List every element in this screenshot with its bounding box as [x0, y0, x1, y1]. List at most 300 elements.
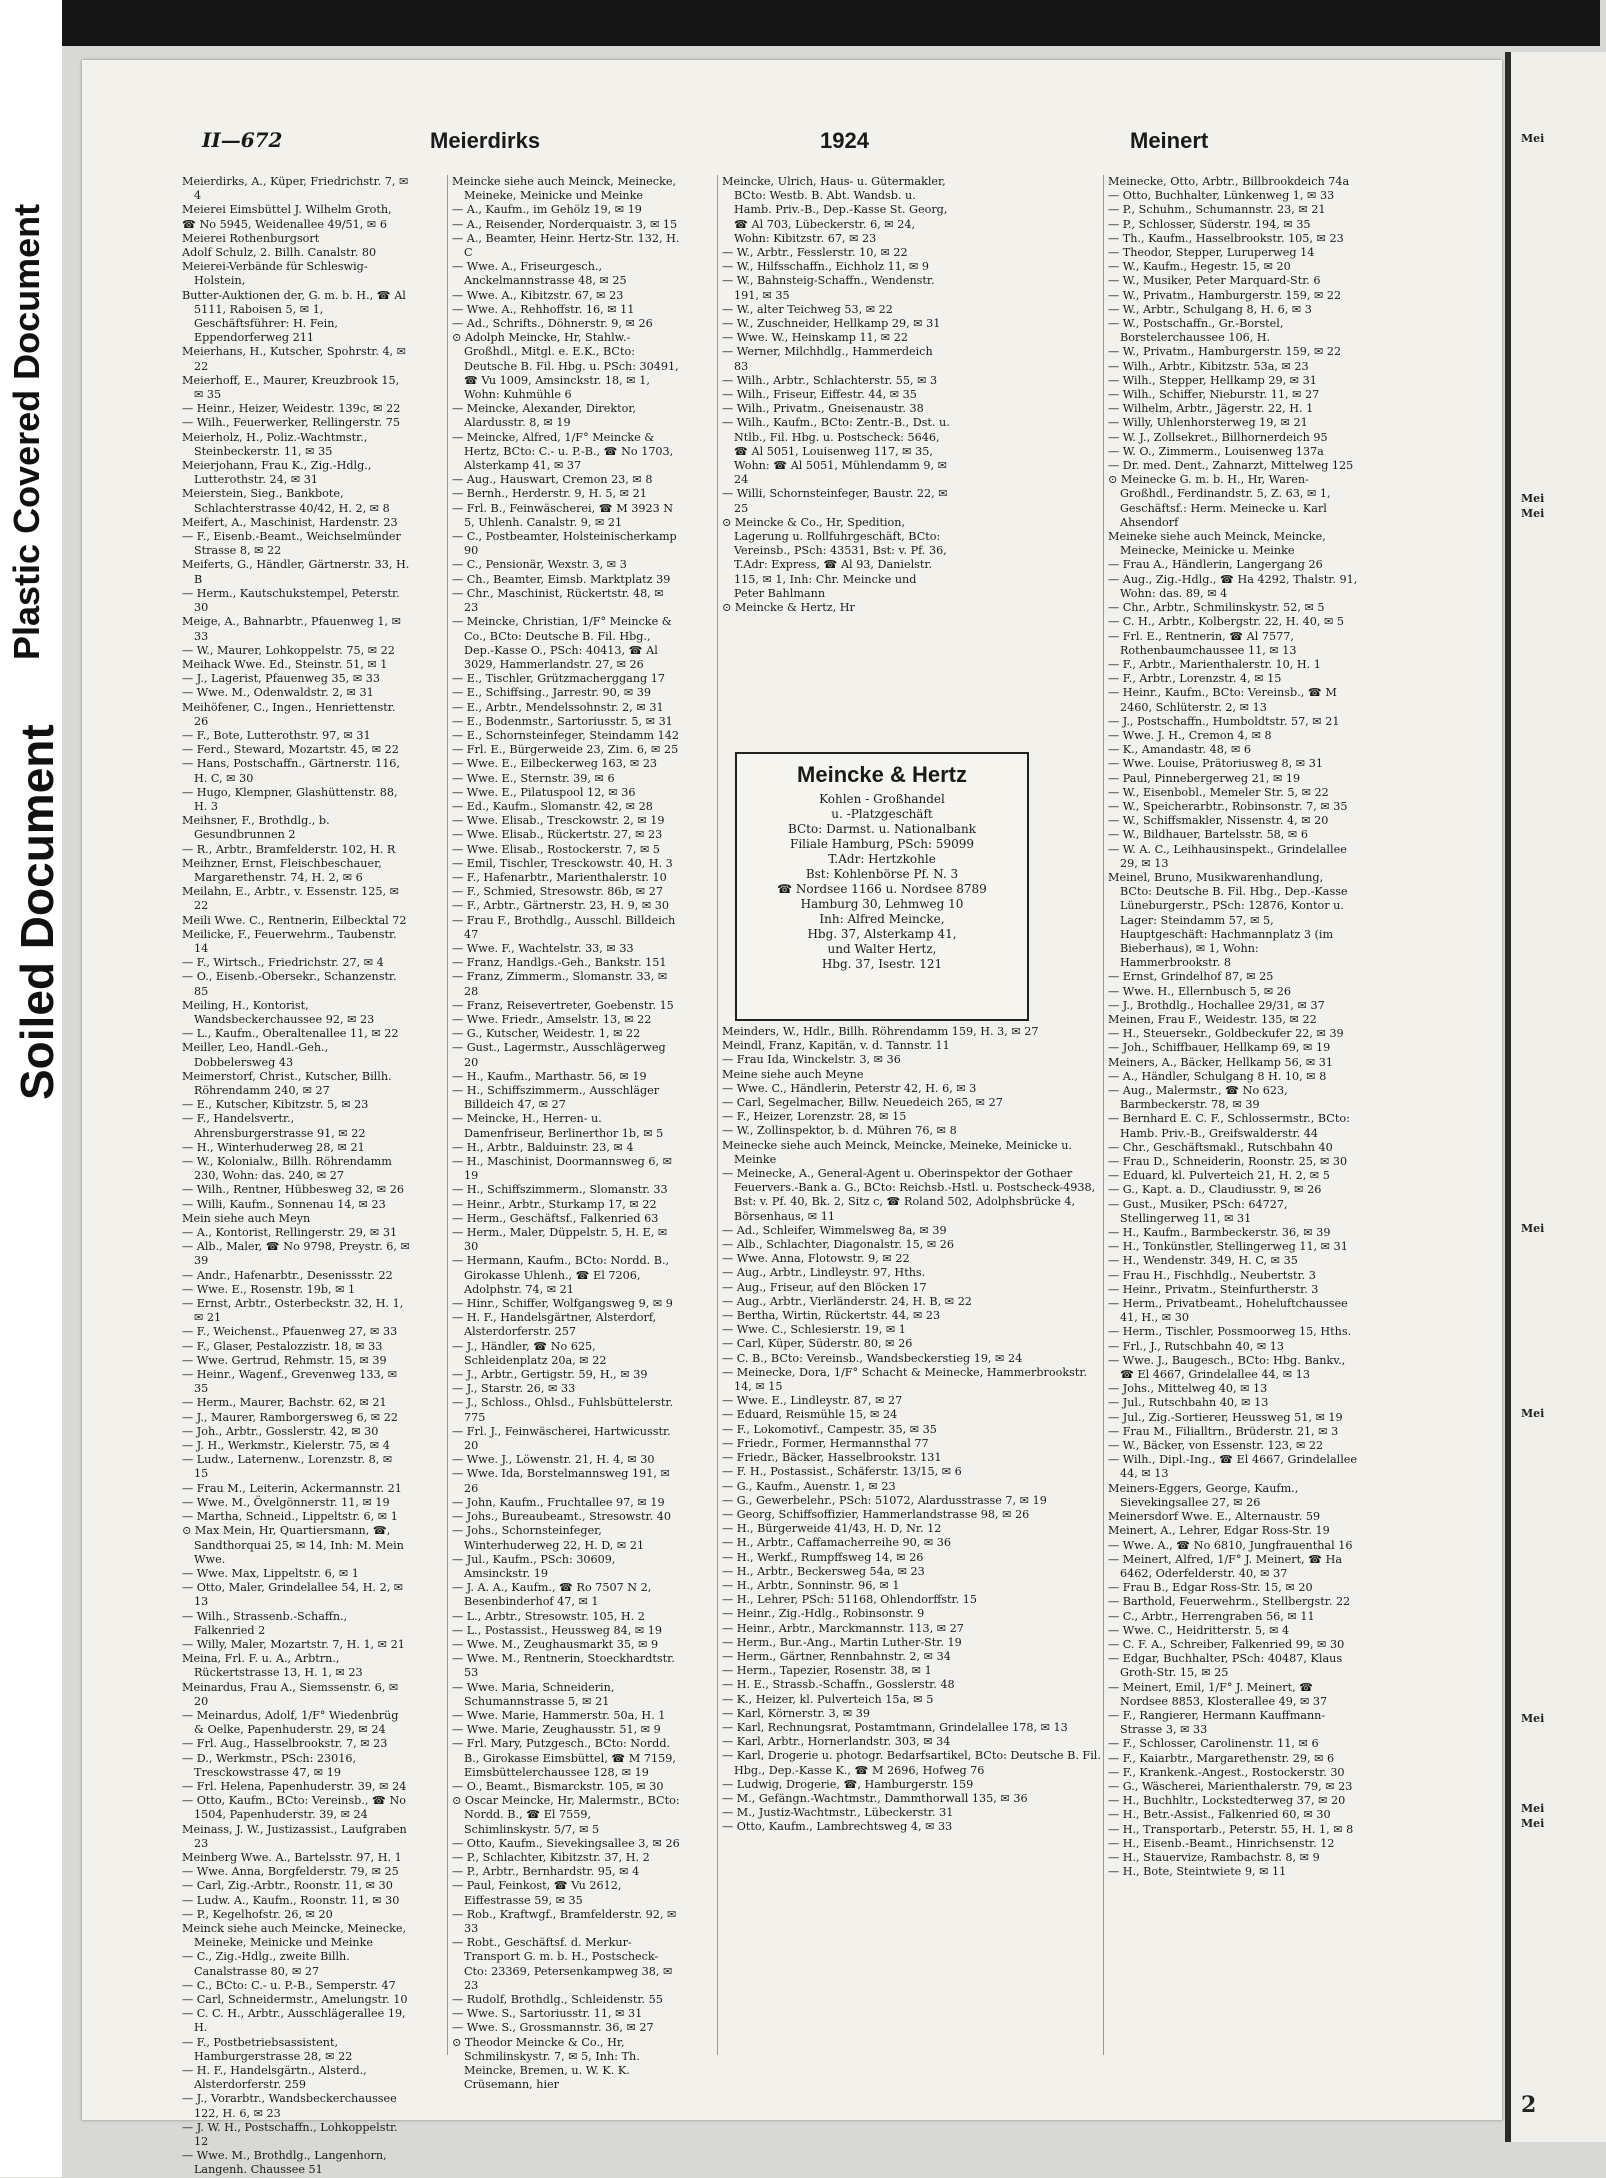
directory-entry: — Wwe. S., Sartoriusstr. 11, ✉ 31 [452, 2007, 643, 2021]
directory-entry: — W., Eisenbobl., Memeler Str. 5, ✉ 22 [1108, 785, 1329, 799]
directory-entry: Meinel, Bruno, Musikwarenhandlung, BCto: Deutsche B. Fil. Hbg., Dep.-Kasse Lüneburgerstr., PSch: 12876, Kontor u. Lager: Steindamm 57, ✉ 5, Hauptgeschäft: Hachmannplatz 3 (im Bieberhaus), ✉ 1, Wohn: Hammerbrookstr. 8 [1108, 870, 1348, 970]
directory-entry: — Frau M., Leiterin, Ackermannstr. 21 [182, 1481, 402, 1495]
directory-entry: — K., Heizer, kl. Pulverteich 15a, ✉ 5 [722, 1692, 934, 1706]
advertisement-line: BCto: Darmst. u. Nationalbank [787, 822, 977, 836]
directory-entry: Meierei-Verbände für Schleswig-Holstein, [182, 260, 368, 288]
scan-border-top [62, 0, 1600, 46]
directory-entry: — K., Amandastr. 48, ✉ 6 [1108, 743, 1252, 757]
directory-entry: Meili Wwe. C., Rentnerin, Eilbecktal 72 [182, 913, 407, 927]
directory-entry: — Wwe. J. H., Cremon 4, ✉ 8 [1108, 728, 1272, 742]
directory-entry: Meilahn, E., Arbtr., v. Essenstr. 125, ✉ 22 [182, 885, 400, 913]
directory-entry: — F., Arbtr., Marienthalerstr. 10, H. 1 [1108, 657, 1321, 671]
directory-entry: — H., Werkf., Rumpffsweg 14, ✉ 26 [722, 1550, 924, 1564]
directory-entry: — C., BCto: C.- u. P.-B., Semperstr. 47 [182, 1978, 396, 1992]
directory-entry: — Wwe. E., Lindleystr. 87, ✉ 27 [722, 1394, 903, 1408]
directory-entry: Meifert, A., Maschinist, Hardenstr. 23 [182, 515, 398, 529]
directory-entry: — Karl, Körnerstr. 3, ✉ 39 [722, 1706, 870, 1720]
directory-entry: — Frl. Helena, Papenhuderstr. 39, ✉ 24 [182, 1779, 407, 1793]
advertisement-line: Kohlen - Großhandel [819, 792, 945, 806]
directory-entry: — F., Schlosser, Carolinenstr. 11, ✉ 6 [1108, 1737, 1319, 1751]
directory-entry: Meine siehe auch Meyne [722, 1067, 864, 1081]
directory-entry: — W., Arbtr., Fesslerstr. 10, ✉ 22 [722, 246, 908, 260]
directory-entry: ⊙ Oscar Meincke, Hr, Malermstr., BCto: Nordd. B., ☎ El 7559, Schimlinskystr. 5/7, ✉ 5 [452, 1794, 680, 1836]
directory-entry: Meihöfener, C., Ingen., Henriettenstr. 26 [182, 700, 396, 728]
directory-entry: — Jul., Zig.-Sortierer, Heussweg 51, ✉ 19 [1108, 1410, 1343, 1424]
directory-entry: — Paul, Pinnebergerweg 21, ✉ 19 [1108, 771, 1301, 785]
directory-entry: — M., Justiz-Wachtmstr., Lübeckerstr. 31 [722, 1806, 954, 1820]
directory-entry: Mein siehe auch Meyn [182, 1211, 311, 1225]
directory-entry: — Frau H., Fischhdlg., Neubertstr. 3 [1108, 1268, 1316, 1282]
directory-entry: — Frau D., Schneiderin, Roonstr. 25, ✉ 30 [1108, 1155, 1348, 1169]
next-page-fragment: Mei [1521, 1712, 1545, 1725]
directory-entry: — L., Kaufm., Oberaltenallee 11, ✉ 22 [182, 1027, 399, 1041]
label-soiled: Soiled Document [11, 724, 63, 1100]
directory-entry: — P., Schlachter, Kibitzstr. 37, H. 2 [452, 1850, 650, 1864]
directory-entry: — H., Bote, Steintwiete 9, ✉ 11 [1108, 1865, 1287, 1879]
directory-entry: — W., Hilfsschaffn., Eichholz 11, ✉ 9 [722, 260, 930, 274]
directory-entry: — Ludw., Laternenw., Lorenzstr. 8, ✉ 15 [182, 1453, 393, 1481]
directory-entry: — F., Rangierer, Hermann Kauffmann-Strasse 3, ✉ 33 [1108, 1708, 1326, 1737]
directory-entry: — Ad., Schleifer, Wimmelsweg 8a, ✉ 39 [722, 1223, 947, 1237]
directory-entry: — Herm., Geschäftsf., Falkenried 63 [452, 1211, 659, 1225]
directory-entry: — Otto, Buchhalter, Lünkenweg 1, ✉ 33 [1108, 189, 1335, 203]
directory-entry: — Wilh., Friseur, Eiffestr. 44, ✉ 35 [722, 388, 917, 402]
directory-entry: — Wilh., Schiffer, Nieburstr. 11, ✉ 27 [1108, 388, 1320, 402]
advertisement-title: Meincke & Hertz [797, 762, 967, 787]
directory-entry: — Ad., Schrifts., Döhnerstr. 9, ✉ 26 [452, 317, 653, 331]
directory-entry: — Eduard, Reismühle 15, ✉ 24 [722, 1408, 898, 1422]
directory-entry: — Heinr., Arbtr., Sturkamp 17, ✉ 22 [452, 1197, 657, 1211]
directory-entry: — Wwe. A., Rehhoffstr. 16, ✉ 11 [452, 302, 635, 316]
directory-entry: — Frau B., Edgar Ross-Str. 15, ✉ 20 [1108, 1581, 1313, 1595]
directory-entry: — Edgar, Buchhalter, PSch: 40487, Klaus Groth-Str. 15, ✉ 25 [1108, 1652, 1343, 1680]
directory-entry: — Chr., Maschinist, Rückertstr. 48, ✉ 23 [452, 586, 664, 615]
directory-entry: — Wilh., Stepper, Hellkamp 29, ✉ 31 [1108, 373, 1317, 387]
directory-entry: — Meinert, Alfred, 1/F° J. Meinert, ☎ Ha 6462, Oderfelderstr. 40, ✉ 37 [1108, 1552, 1343, 1580]
directory-entry: — H., Bürgerweide 41/43, H. D, Nr. 12 [722, 1522, 942, 1536]
directory-entry: — Heinr., Kaufm., BCto: Vereinsb., ☎ M 2460, Schlüterstr. 2, ✉ 13 [1108, 686, 1337, 714]
directory-entry: — F., Weichenst., Pfauenweg 27, ✉ 33 [182, 1325, 398, 1339]
directory-entry: — Franz, Handlgs.-Geh., Bankstr. 151 [452, 956, 667, 970]
directory-entry: — H. F., Handelsgärtner, Alsterdorf, Alsterdorferstr. 257 [452, 1311, 657, 1339]
directory-entry: — Theodor, Stepper, Luruperweg 14 [1108, 246, 1315, 260]
directory-entry: — C., Postbeamter, Holsteinischerkamp 90 [452, 530, 677, 558]
directory-entry: — Wwe. Anna, Flotowstr. 9, ✉ 22 [722, 1252, 910, 1266]
directory-entry: — Hermann, Kaufm., BCto: Nordd. B., Girokasse Uhlenh., ☎ El 7206, Adolphstr. 74, ✉ 21 [452, 1254, 670, 1296]
directory-entry: — P., Arbtr., Bernhardstr. 95, ✉ 4 [452, 1865, 640, 1879]
directory-entry: — Wilh., Dipl.-Ing., ☎ El 4667, Grindelallee 44, ✉ 13 [1108, 1453, 1358, 1481]
directory-entry: — J., Starstr. 26, ✉ 33 [452, 1382, 576, 1396]
directory-entry: Meiling, H., Kontorist, Wandsbeckerchaussee 92, ✉ 23 [182, 998, 375, 1026]
directory-entry: Meinardus, Frau A., Siemssenstr. 6, ✉ 20 [182, 1680, 399, 1708]
directory-entry: — Herm., Kautschukstempel, Peterstr. 30 [182, 586, 400, 615]
next-page-strip [1505, 52, 1606, 2142]
directory-entry: ⊙ Theodor Meincke & Co., Hr, Schmilinskystr. 7, ✉ 5, Inh: Th. Meincke, Bremen, u. W. K. K. Crüsemann, hier [452, 2035, 640, 2092]
directory-entry: Meiners, A., Bäcker, Hellkamp 56, ✉ 31 [1108, 1055, 1334, 1069]
directory-entry: — Carl, Zig.-Arbtr., Roonstr. 11, ✉ 30 [182, 1879, 393, 1893]
directory-entry: — C. B., BCto: Vereinsb., Wandsbeckerstieg 19, ✉ 24 [722, 1351, 1023, 1365]
directory-entry: — C. F. A., Schreiber, Falkenried 99, ✉ 30 [1108, 1637, 1345, 1651]
directory-entry: — A., Kaufm., im Gehölz 19, ✉ 19 [452, 203, 642, 217]
directory-entry: — Herm., Bur.-Ang., Martin Luther-Str. 19 [722, 1635, 962, 1649]
directory-entry: — W., Schiffsmakler, Nissenstr. 4, ✉ 20 [1108, 814, 1329, 828]
directory-entry: — Bertha, Wirtin, Rückertstr. 44, ✉ 23 [722, 1309, 941, 1323]
directory-entry: — Johs., Schornsteinfeger, Winterhuderweg 22, H. D, ✉ 21 [452, 1524, 645, 1552]
directory-entry: — H., Maschinist, Doormannsweg 6, ✉ 19 [452, 1155, 672, 1183]
directory-entry: — J. H., Werkmstr., Kielerstr. 75, ✉ 4 [182, 1439, 390, 1453]
directory-entry: — G., Wäscherei, Marienthalerstr. 79, ✉ 23 [1108, 1779, 1353, 1793]
directory-entry: — Ch., Beamter, Eimsb. Marktplatz 39 [452, 572, 671, 586]
directory-entry: — H., Kaufm., Marthastr. 56, ✉ 19 [452, 1069, 647, 1083]
directory-entry: — Wwe. E., Pilatuspool 12, ✉ 36 [452, 785, 636, 799]
directory-entry: Meina, Frl. F. u. A., Arbtrn., Rückertstrasse 13, H. 1, ✉ 23 [182, 1652, 363, 1680]
directory-entry: — W. O., Zimmerm., Louisenweg 137a [1108, 444, 1324, 458]
directory-entry: — Robt., Geschäftsf. d. Merkur-Transport G. m. b. H., Postscheck-Cto: 23369, Petersenkampweg 38, ✉ 23 [452, 1936, 673, 1992]
next-page-fragment: Mei [1521, 1802, 1545, 1815]
next-page-fragment: Mei [1521, 1817, 1545, 1830]
directory-entry: Meinass, J. W., Justizassist., Laufgraben 23 [182, 1822, 407, 1850]
directory-entry: — Th., Kaufm., Hasselbrookstr. 105, ✉ 23 [1108, 231, 1344, 245]
directory-entry: — J., Schloss., Ohlsd., Fuhlsbüttelerstr. 775 [452, 1396, 674, 1424]
directory-entry: Meincke siehe auch Meinck, Meinecke, Meineke, Meinicke und Meinke [452, 175, 677, 203]
directory-entry: — Wwe. Ida, Borstelmannsweg 191, ✉ 26 [452, 1467, 670, 1495]
directory-entry: — Wwe. E., Eilbeckerweg 163, ✉ 23 [452, 757, 658, 771]
directory-entry: — Otto, Kaufm., Lambrechtsweg 4, ✉ 33 [722, 1820, 953, 1834]
column-rule [447, 175, 448, 2055]
directory-entry: — C., Zig.-Hdlg., zweite Billh. Canalstrasse 80, ✉ 27 [182, 1950, 350, 1978]
column-4 [1108, 175, 1358, 2075]
directory-entry: Meierstein, Sieg., Bankbote, Schlachterstrasse 40/42, H. 2, ✉ 8 [182, 487, 390, 515]
directory-entry: — H., Arbtr., Balduinstr. 23, ✉ 4 [452, 1140, 634, 1154]
directory-entry: — Meincke, Christian, 1/F° Meincke & Co., BCto: Deutsche B. Fil. Hbg., Dep.-Kasse O., PSch: 40413, ☎ Al 3029, Hammerlandstr. 27, ✉ 26 [452, 615, 672, 671]
directory-entry: — G., Kutscher, Weidestr. 1, ✉ 22 [452, 1027, 641, 1041]
directory-entry: — Wilh., Strassenb.-Schaffn., Falkenried 2 [182, 1609, 348, 1637]
directory-entry: Meihack Wwe. Ed., Steinstr. 51, ✉ 1 [182, 657, 388, 671]
directory-entry: — O., Eisenb.-Obersekr., Schanzenstr. 85 [182, 970, 397, 998]
directory-entry: — F., Arbtr., Lorenzstr. 4, ✉ 15 [1108, 672, 1282, 686]
directory-entry: — F., Krankenk.-Angest., Rostockerstr. 30 [1108, 1765, 1345, 1779]
directory-entry: — Wwe. H., Ellernbusch 5, ✉ 26 [1108, 984, 1292, 998]
page-number: II—672 [202, 128, 283, 152]
directory-entry: — W., alter Teichweg 53, ✉ 22 [722, 302, 893, 316]
directory-entry: — Heinr., Arbtr., Marckmannstr. 113, ✉ 27 [722, 1621, 964, 1635]
directory-entry: — E., Schornsteinfeger, Steindamm 142 [452, 728, 679, 742]
directory-entry: — Meincke, Alexander, Direktor, Alardusstr. 8, ✉ 19 [452, 402, 637, 430]
advertisement-line: ☎ Nordsee 1166 u. Nordsee 8789 [777, 882, 987, 896]
directory-entry: — Joh., Arbtr., Gosslerstr. 42, ✉ 30 [182, 1424, 379, 1438]
column-rule [717, 175, 718, 2055]
column-3-continued [722, 1025, 1108, 2085]
directory-entry: Meinersdorf Wwe. E., Alternaustr. 59 [1108, 1510, 1321, 1524]
directory-entry: — Meinardus, Adolf, 1/F° Wiedenbrüg & Oelke, Papenhuderstr. 29, ✉ 24 [182, 1708, 399, 1737]
header-year: 1924 [820, 128, 869, 153]
directory-entry: — E., Arbtr., Mendelssohnstr. 2, ✉ 31 [452, 700, 664, 714]
directory-entry: — Ferd., Steward, Mozartstr. 45, ✉ 22 [182, 743, 399, 757]
directory-entry: — Wwe. A., ☎ No 6810, Jungfrauenthal 16 [1108, 1538, 1353, 1552]
directory-entry: — E., Kutscher, Kibitzstr. 5, ✉ 23 [182, 1098, 369, 1112]
directory-entry: — G., Gewerbelehr., PSch: 51072, Alardusstrasse 7, ✉ 19 [722, 1493, 1047, 1507]
directory-entry: — P., Schlosser, Süderstr. 194, ✉ 35 [1108, 217, 1311, 231]
directory-entry: — Aug., Friseur, auf den Blöcken 17 [722, 1280, 927, 1294]
directory-entry: — F., Handelsvertr., Ahrensburgerstrasse 91, ✉ 22 [182, 1112, 366, 1140]
directory-entry: — Frl. E., Bürgerweide 23, Zim. 6, ✉ 25 [452, 743, 679, 757]
directory-entry: Meierei Eimsbüttel J. Wilhelm Groth, [182, 203, 392, 217]
directory-entry: — Bernhard E. C. F., Schlossermstr., BCto: Hamb. Priv.-B., Greifswalderstr. 44 [1108, 1112, 1350, 1140]
directory-entry: — J., Maurer, Ramborgersweg 6, ✉ 22 [182, 1410, 398, 1424]
directory-entry: ⊙ Meincke & Hertz, Hr [722, 601, 855, 615]
directory-entry: Meiners-Eggers, George, Kaufm., Sievekingsallee 27, ✉ 26 [1108, 1481, 1299, 1509]
directory-entry: — H., Transportarb., Peterstr. 55, H. 1, ✉ 8 [1108, 1822, 1354, 1836]
directory-entry: — Otto, Kaufm., Sievekingsallee 3, ✉ 26 [452, 1836, 680, 1850]
directory-entry: — Paul, Feinkost, ☎ Vu 2612, Eiffestrasse 59, ✉ 35 [452, 1879, 622, 1907]
directory-entry: ⊙ Meincke & Co., Hr, Spedition, Lagerung u. Rollfuhrgeschäft, BCto: Vereinsb., PSch: 43531, Bst: v. Pf. 36, T.Adr: Express, ☎ Al 93, Danielstr. 115, ✉ 1, Inh: Chr. Meincke und Peter Bahlmann [722, 515, 947, 600]
label-plastic-covered: Plastic Covered Document [6, 203, 47, 660]
directory-entry: — Frau A., Händlerin, Langergang 26 [1108, 558, 1323, 572]
directory-entry: — L., Arbtr., Stresowstr. 105, H. 2 [452, 1609, 645, 1623]
advertisement-line: Bst: Kohlenbörse Pf. N. 3 [805, 867, 959, 881]
directory-entry: — W., Kaufm., Hegestr. 15, ✉ 20 [1108, 260, 1291, 274]
directory-entry: — Chr., Arbtr., Schmilinskystr. 52, ✉ 5 [1108, 601, 1325, 615]
directory-entry: — F., Wirtsch., Friedrichstr. 27, ✉ 4 [182, 956, 384, 970]
directory-entry: — Wwe. A., Kibitzstr. 67, ✉ 23 [452, 288, 624, 302]
directory-entry: — H., Wendenstr. 349, H. C, ✉ 35 [1108, 1254, 1298, 1268]
directory-entry: — F., Hafenarbtr., Marienthalerstr. 10 [452, 870, 667, 884]
directory-entry: — H., Arbtr., Beckersweg 54a, ✉ 23 [722, 1564, 925, 1578]
directory-entry: — E., Tischler, Grützmacherggang 17 [452, 672, 666, 686]
advertisement-line: und Walter Hertz, [827, 942, 937, 956]
column-1 [182, 175, 410, 2177]
directory-entry: — J. A. A., Kaufm., ☎ Ro 7507 N 2, Besenbinderhof 47, ✉ 1 [452, 1581, 652, 1609]
directory-entry: Meiferts, G., Händler, Gärtnerstr. 33, H. B [182, 558, 410, 586]
directory-entry: — Wwe. Maria, Schneiderin, Schumannstrasse 5, ✉ 21 [452, 1680, 615, 1708]
directory-entry: — Franz, Zimmerm., Slomanstr. 33, ✉ 28 [452, 970, 668, 998]
directory-entry: — Johs., Bureaubeamt., Stresowstr. 40 [452, 1510, 671, 1524]
directory-entry: — A., Beamter, Heinr. Hertz-Str. 132, H. C [452, 231, 680, 260]
directory-entry: — Bernh., Herderstr. 9, H. 5, ✉ 21 [452, 487, 647, 501]
directory-entry: — F., Glaser, Pestalozzistr. 18, ✉ 33 [182, 1339, 383, 1353]
directory-entry: — Wwe. Anna, Borgfelderstr. 79, ✉ 25 [182, 1865, 399, 1879]
directory-entry: — Karl, Rechnungsrat, Postamtmann, Grindelallee 178, ✉ 13 [722, 1720, 1068, 1734]
directory-entry: — H. E., Strassb.-Schaffn., Gosslerstr. 48 [722, 1678, 955, 1692]
header-first-entry: Meierdirks [430, 128, 541, 153]
directory-entry: — F., Postbetriebsassistent, Hamburgerstrasse 28, ✉ 22 [182, 2035, 353, 2063]
directory-entry: — Barthold, Feuerwehrm., Stellbergstr. 22 [1108, 1595, 1351, 1609]
directory-entry: — Willy, Maler, Mozartstr. 7, H. 1, ✉ 21 [182, 1637, 405, 1651]
directory-entry: — Eduard, kl. Pulverteich 21, H. 2, ✉ 5 [1108, 1169, 1330, 1183]
advertisement-line: Inh: Alfred Meincke, [819, 912, 945, 926]
directory-entry: ⊙ Meinecke G. m. b. H., Hr, Waren-Großhdl., Ferdinandstr. 5, Z. 63, ✉ 1, Geschäftsf.: Herm. Meinecke u. Karl Ahsendorf [1108, 473, 1331, 529]
directory-entry: — Frl. E., Rentnerin, ☎ Al 7577, Rothenbaumchaussee 11, ✉ 13 [1108, 629, 1297, 657]
directory-entry: Adolf Schulz, 2. Billh. Canalstr. 80 [182, 246, 377, 260]
directory-entry: Meierhoff, E., Maurer, Kreuzbrook 15, ✉ 35 [182, 373, 400, 402]
directory-entry: Meinecke siehe auch Meinck, Meincke, Meineke, Meinicke u. Meinke [722, 1138, 1072, 1166]
directory-entry: — Wwe. Marie, Hammerstr. 50a, H. 1 [452, 1708, 666, 1722]
directory-entry: — Ernst, Grindelhof 87, ✉ 25 [1108, 970, 1274, 984]
directory-entry: — Otto, Maler, Grindelallee 54, H. 2, ✉ 13 [182, 1581, 404, 1609]
directory-entry: — J., Postschaffn., Humboldtstr. 57, ✉ 21 [1108, 714, 1340, 728]
directory-entry: — Meincke, H., Herren- u. Damenfriseur, Berlinerthor 1b, ✉ 5 [452, 1112, 664, 1140]
directory-entry: — A., Kontorist, Rellingerstr. 29, ✉ 31 [182, 1226, 398, 1240]
directory-entry: — Franz, Reisevertreter, Goebenstr. 15 [452, 998, 674, 1012]
directory-entry: — Wwe. J., Löwenstr. 21, H. 4, ✉ 30 [452, 1453, 655, 1467]
directory-entry: — Martha, Schneid., Lippeltstr. 6, ✉ 1 [182, 1510, 398, 1524]
next-page-fragment: Mei [1521, 132, 1545, 145]
scan-label-sidebar [0, 0, 62, 2177]
directory-entry: — Frl. Mary, Putzgesch., BCto: Nordd. B., Girokasse Eimsbüttel, ☎ M 7159, Eimsbüttelerchaussee 128, ✉ 19 [452, 1737, 676, 1779]
directory-entry: — Friedr., Bäcker, Hasselbrookstr. 131 [722, 1451, 942, 1465]
directory-entry: Meinck siehe auch Meincke, Meinecke, Meineke, Meinicke und Meinke [182, 1921, 407, 1950]
directory-entry: — Herm., Tischler, Possmoorweg 15, Hths. [1108, 1325, 1352, 1339]
directory-entry: — Friedr., Former, Hermannsthal 77 [722, 1436, 929, 1450]
directory-entry: — Frl. J., Feinwäscherei, Hartwicusstr. 20 [452, 1424, 671, 1453]
directory-entry: — Aug., Arbtr., Lindleystr. 97, Hths. [722, 1266, 926, 1280]
directory-entry: — Alb., Schlachter, Diagonalstr. 15, ✉ 26 [722, 1238, 954, 1252]
directory-entry: — Herm., Privatbeamt., Hoheluftchaussee 41, H., ✉ 30 [1108, 1297, 1348, 1325]
directory-entry: — Wilh., Rentner, Hübbesweg 32, ✉ 26 [182, 1183, 404, 1197]
column-3 [722, 175, 950, 750]
directory-entry: — H. F., Handelsgärtn., Alsterd., Alsterdorferstr. 259 [182, 2064, 367, 2092]
directory-entry: — Wwe. M., Odenwaldstr. 2, ✉ 31 [182, 686, 374, 700]
directory-entry: — Heinr., Zig.-Hdlg., Robinsonstr. 9 [722, 1607, 925, 1621]
directory-entry: — Wwe. W., Heinskamp 11, ✉ 22 [722, 331, 908, 345]
directory-entry: — W. A. C., Leihhausinspekt., Grindelallee 29, ✉ 13 [1108, 842, 1347, 870]
directory-entry: — Wwe. M., Rentnerin, Stoeckhardtstr. 53 [452, 1652, 675, 1680]
next-page-fragment: Mei [1521, 1222, 1545, 1235]
directory-entry: — Wwe. S., Grossmannstr. 36, ✉ 27 [452, 2021, 654, 2035]
directory-entry: — Joh., Schiffbauer, Hellkamp 69, ✉ 19 [1108, 1041, 1331, 1055]
advertisement-body [737, 792, 1027, 972]
directory-entry: — H., Steuersekr., Goldbeckufer 22, ✉ 39 [1108, 1027, 1344, 1041]
directory-entry: — C. H., Arbtr., Kolbergstr. 22, H. 40, ✉ 5 [1108, 615, 1345, 629]
directory-entry: — W., Speicherarbtr., Robinsonstr. 7, ✉ 35 [1108, 799, 1348, 813]
directory-entry: — W., Maurer, Lohkoppelstr. 75, ✉ 22 [182, 643, 395, 657]
directory-entry: — C. C. H., Arbtr., Ausschlägerallee 19, H. [182, 2007, 406, 2035]
directory-entry: Meineke siehe auch Meinck, Meincke, Meinecke, Meinicke u. Meinke [1108, 530, 1326, 558]
directory-entry: — O., Beamt., Bismarckstr. 105, ✉ 30 [452, 1779, 664, 1793]
directory-entry: — Herm., Maurer, Bachstr. 62, ✉ 21 [182, 1396, 387, 1410]
directory-entry: — Georg, Schiffsoffizier, Hammerlandstrasse 98, ✉ 26 [722, 1507, 1030, 1521]
directory-entry: — E., Bodenmstr., Sartoriusstr. 5, ✉ 31 [452, 714, 673, 728]
directory-entry: — Frau M., Filialltrn., Brüderstr. 21, ✉ 3 [1108, 1424, 1339, 1438]
directory-entry: Meinders, W., Hdlr., Billh. Röhrendamm 159, H. 3, ✉ 27 [722, 1025, 1039, 1038]
directory-entry: Meinert, A., Lehrer, Edgar Ross-Str. 19 [1108, 1524, 1330, 1538]
directory-entry: — Karl, Arbtr., Hornerlandstr. 303, ✉ 34 [722, 1735, 951, 1749]
directory-entry: — H., Betr.-Assist., Falkenried 60, ✉ 30 [1108, 1808, 1331, 1822]
directory-entry: — Wwe. A., Friseurgesch., Anckelmannstrasse 48, ✉ 25 [452, 260, 627, 288]
directory-entry: — W., Bildhauer, Bartelsstr. 58, ✉ 6 [1108, 828, 1308, 842]
directory-entry: — Frau F., Brothdlg., Ausschl. Billdeich 47 [452, 913, 676, 941]
directory-entry: — Meinecke, A., General-Agent u. Oberinspektor der Gothaer Feuervers.-Bank a. G., BCto: Reichsb.-Hstl. u. Postscheck-4938, Bst: v. Pf. 40, Bk. 2, Sitz c, ☎ Roland 502, Adolphsbrücke 4, Börsenhaus, ✉ 11 [722, 1167, 1096, 1223]
directory-entry: Meierhans, H., Kutscher, Spohrstr. 4, ✉ 22 [182, 345, 407, 373]
directory-entry: — Wwe. Friedr., Amselstr. 13, ✉ 22 [452, 1012, 652, 1026]
directory-entry: — H., Kaufm., Barmbeckerstr. 36, ✉ 39 [1108, 1226, 1331, 1240]
directory-entry: — L., Postassist., Heussweg 84, ✉ 19 [452, 1623, 663, 1637]
directory-entry: — Ed., Kaufm., Slomanstr. 42, ✉ 28 [452, 799, 653, 813]
directory-entry: Meinberg Wwe. A., Bartelsstr. 97, H. 1 [182, 1850, 402, 1864]
directory-entry: Meiller, Leo, Handl.-Geh., Dobbelersweg 43 [182, 1041, 329, 1069]
directory-entry: — H., Winterhuderweg 28, ✉ 21 [182, 1140, 365, 1154]
directory-entry: Butter-Auktionen der, G. m. b. H., ☎ Al 5111, Raboisen 5, ✉ 1, Geschäftsführer: H. Fein, Eppendorferweg 211 [182, 288, 406, 345]
directory-entry: — Wwe. M., Brothdlg., Langenhorn, Langenh. Chaussee 51 [182, 2149, 387, 2177]
directory-entry: — G., Kapt. a. D., Claudiusstr. 9, ✉ 26 [1108, 1183, 1322, 1197]
directory-entry: — Hinr., Schiffer, Wolfgangsweg 9, ✉ 9 [452, 1297, 673, 1311]
next-page-fragment: 2 [1521, 2092, 1537, 2118]
directory-entry: — Karl, Drogerie u. photogr. Bedarfsartikel, BCto: Deutsche B. Fil. Hbg., Dep.-Kasse K., ☎ M 2696, Hofweg 76 [722, 1749, 1101, 1777]
directory-entry: — H., Arbtr., Caffamacherreihe 90, ✉ 36 [722, 1536, 952, 1550]
directory-entry: — Otto, Kaufm., BCto: Vereinsb., ☎ No 1504, Papenhuderstr. 39, ✉ 24 [182, 1794, 406, 1822]
directory-entry: — W. J., Zollsekret., Billhornerdeich 95 [1108, 430, 1328, 444]
directory-entry: — Heinr., Heizer, Weidestr. 139c, ✉ 22 [182, 402, 401, 416]
directory-entry: — Meinecke, Dora, 1/F° Schacht & Meinecke, Hammerbrookstr. 14, ✉ 15 [722, 1365, 1088, 1394]
directory-entry: — Hans, Postschaffn., Gärtnerstr. 116, H. C, ✉ 30 [182, 757, 400, 785]
page-header [120, 128, 1460, 158]
next-page-fragment: Mei [1521, 492, 1545, 505]
directory-entry: — R., Arbtr., Bramfelderstr. 102, H. R [182, 842, 396, 856]
directory-entry: — Wwe. C., Händlerin, Peterstr 42, H. 6, ✉ 3 [722, 1081, 977, 1095]
advertisement-box [735, 752, 1029, 1021]
directory-entry: — W., Kolonialw., Billh. Röhrendamm 230, Wohn: das. 240, ✉ 27 [182, 1155, 392, 1183]
directory-entry: — Wwe. Elisab., Tresckowstr. 2, ✉ 19 [452, 814, 665, 828]
directory-entry: — M., Gefängn.-Wachtmstr., Dammthorwall 135, ✉ 36 [722, 1791, 1028, 1805]
directory-entry: — H., Buchhltr., Lockstedterweg 37, ✉ 20 [1108, 1794, 1346, 1808]
directory-entry: — Rudolf, Brothdlg., Schleidenstr. 55 [452, 1993, 663, 2006]
advertisement-line: Hamburg 30, Lehmweg 10 [800, 897, 964, 911]
next-page-fragment: Mei [1521, 1407, 1545, 1420]
directory-entry: — Willy, Uhlenhorsterweg 19, ✉ 21 [1108, 416, 1308, 430]
directory-entry: — Wwe. Elisab., Rostockerstr. 7, ✉ 5 [452, 842, 661, 856]
directory-entry: — F., Heizer, Lorenzstr. 28, ✉ 15 [722, 1110, 907, 1124]
directory-entry: — F., Schmied, Stresowstr. 86b, ✉ 27 [452, 885, 663, 899]
directory-entry: — H., Schiffszimmerm., Ausschläger Billdeich 47, ✉ 27 [452, 1084, 660, 1112]
advertisement-line: Hbg. 37, Isestr. 121 [821, 957, 943, 971]
directory-entry: — Aug., Hauswart, Cremon 23, ✉ 8 [452, 473, 653, 487]
directory-entry: — Wwe. Louise, Prätoriusweg 8, ✉ 31 [1108, 757, 1323, 771]
directory-entry: — Wwe. Max, Lippeltstr. 6, ✉ 1 [182, 1566, 359, 1580]
directory-entry: — Meincke, Alfred, 1/F° Meincke & Hertz, BCto: C.- u. P.-B., ☎ No 1703, Alsterkamp 41, ✉ 37 [452, 430, 674, 473]
directory-entry: — Emil, Tischler, Tresckowstr. 40, H. 3 [452, 856, 673, 870]
directory-entry: — Frl., J., Rutschbahn 40, ✉ 13 [1108, 1339, 1285, 1353]
directory-entry: — W., Privatm., Hamburgerstr. 159, ✉ 22 [1108, 345, 1342, 359]
directory-entry: — H., Tonkünstler, Stellingerweg 11, ✉ 31 [1108, 1240, 1348, 1254]
advertisement-line: u. -Platzgeschäft [831, 807, 933, 821]
directory-entry: — Aug., Arbtr., Vierländerstr. 24, H. B, ✉ 22 [722, 1294, 972, 1308]
directory-entry: — J., Vorarbtr., Wandsbeckerchaussee 122, H. 6, ✉ 23 [182, 2092, 397, 2120]
directory-entry: Meierdirks, A., Küper, Friedrichstr. 7, ✉ 4 [182, 175, 409, 203]
directory-entry: ☎ No 5945, Weidenallee 49/51, ✉ 6 [182, 217, 387, 231]
directory-entry: — W., Bäcker, von Essenstr. 123, ✉ 22 [1108, 1439, 1324, 1453]
directory-entry: — Jul., Rutschbahn 40, ✉ 13 [1108, 1396, 1269, 1410]
directory-entry: — Ernst, Arbtr., Osterbeckstr. 32, H. 1, ✉ 21 [182, 1297, 404, 1325]
directory-entry: — Wwe. E., Sternstr. 39, ✉ 6 [452, 771, 615, 785]
directory-entry: — Carl, Segelmacher, Billw. Neuedeich 265, ✉ 27 [722, 1096, 1003, 1110]
next-page-fragment: Mei [1521, 507, 1545, 520]
directory-entry: — Johs., Mittelweg 40, ✉ 13 [1108, 1382, 1268, 1396]
directory-entry: — Werner, Milchhdlg., Hammerdeich 83 [722, 345, 933, 373]
directory-entry: — D., Werkmstr., PSch: 23016, Tresckowstrasse 47, ✉ 19 [182, 1751, 357, 1779]
directory-entry: Meilicke, F., Feuerwehrm., Taubenstr. 14 [182, 927, 397, 955]
directory-entry: Meimerstorf, Christ., Kutscher, Billh. Röhrendamm 240, ✉ 27 [182, 1069, 392, 1097]
directory-entry: — F., Kaiarbtr., Margarethenstr. 29, ✉ 6 [1108, 1751, 1335, 1765]
directory-entry: — Frau Ida, Winckelstr. 3, ✉ 36 [722, 1053, 901, 1067]
directory-entry: — H., Eisenb.-Beamt., Hinrichsenstr. 12 [1108, 1836, 1335, 1850]
directory-entry: — J. W. H., Postschaffn., Lohkoppelstr. 12 [182, 2120, 398, 2149]
directory-entry: — Heinr., Wagenf., Grevenweg 133, ✉ 35 [182, 1368, 398, 1396]
directory-entry: Meindl, Franz, Kapitän, v. d. Tannstr. 11 [722, 1039, 950, 1053]
directory-entry: — Wwe. E., Rosenstr. 19b, ✉ 1 [182, 1282, 356, 1296]
directory-entry: — Wilh., Privatm., Gneisenaustr. 38 [722, 402, 924, 416]
directory-entry: — Jul., Kaufm., PSch: 30609, Amsinckstr. 19 [452, 1552, 616, 1580]
directory-entry: — A., Reisender, Norderquaistr. 3, ✉ 15 [452, 217, 678, 231]
